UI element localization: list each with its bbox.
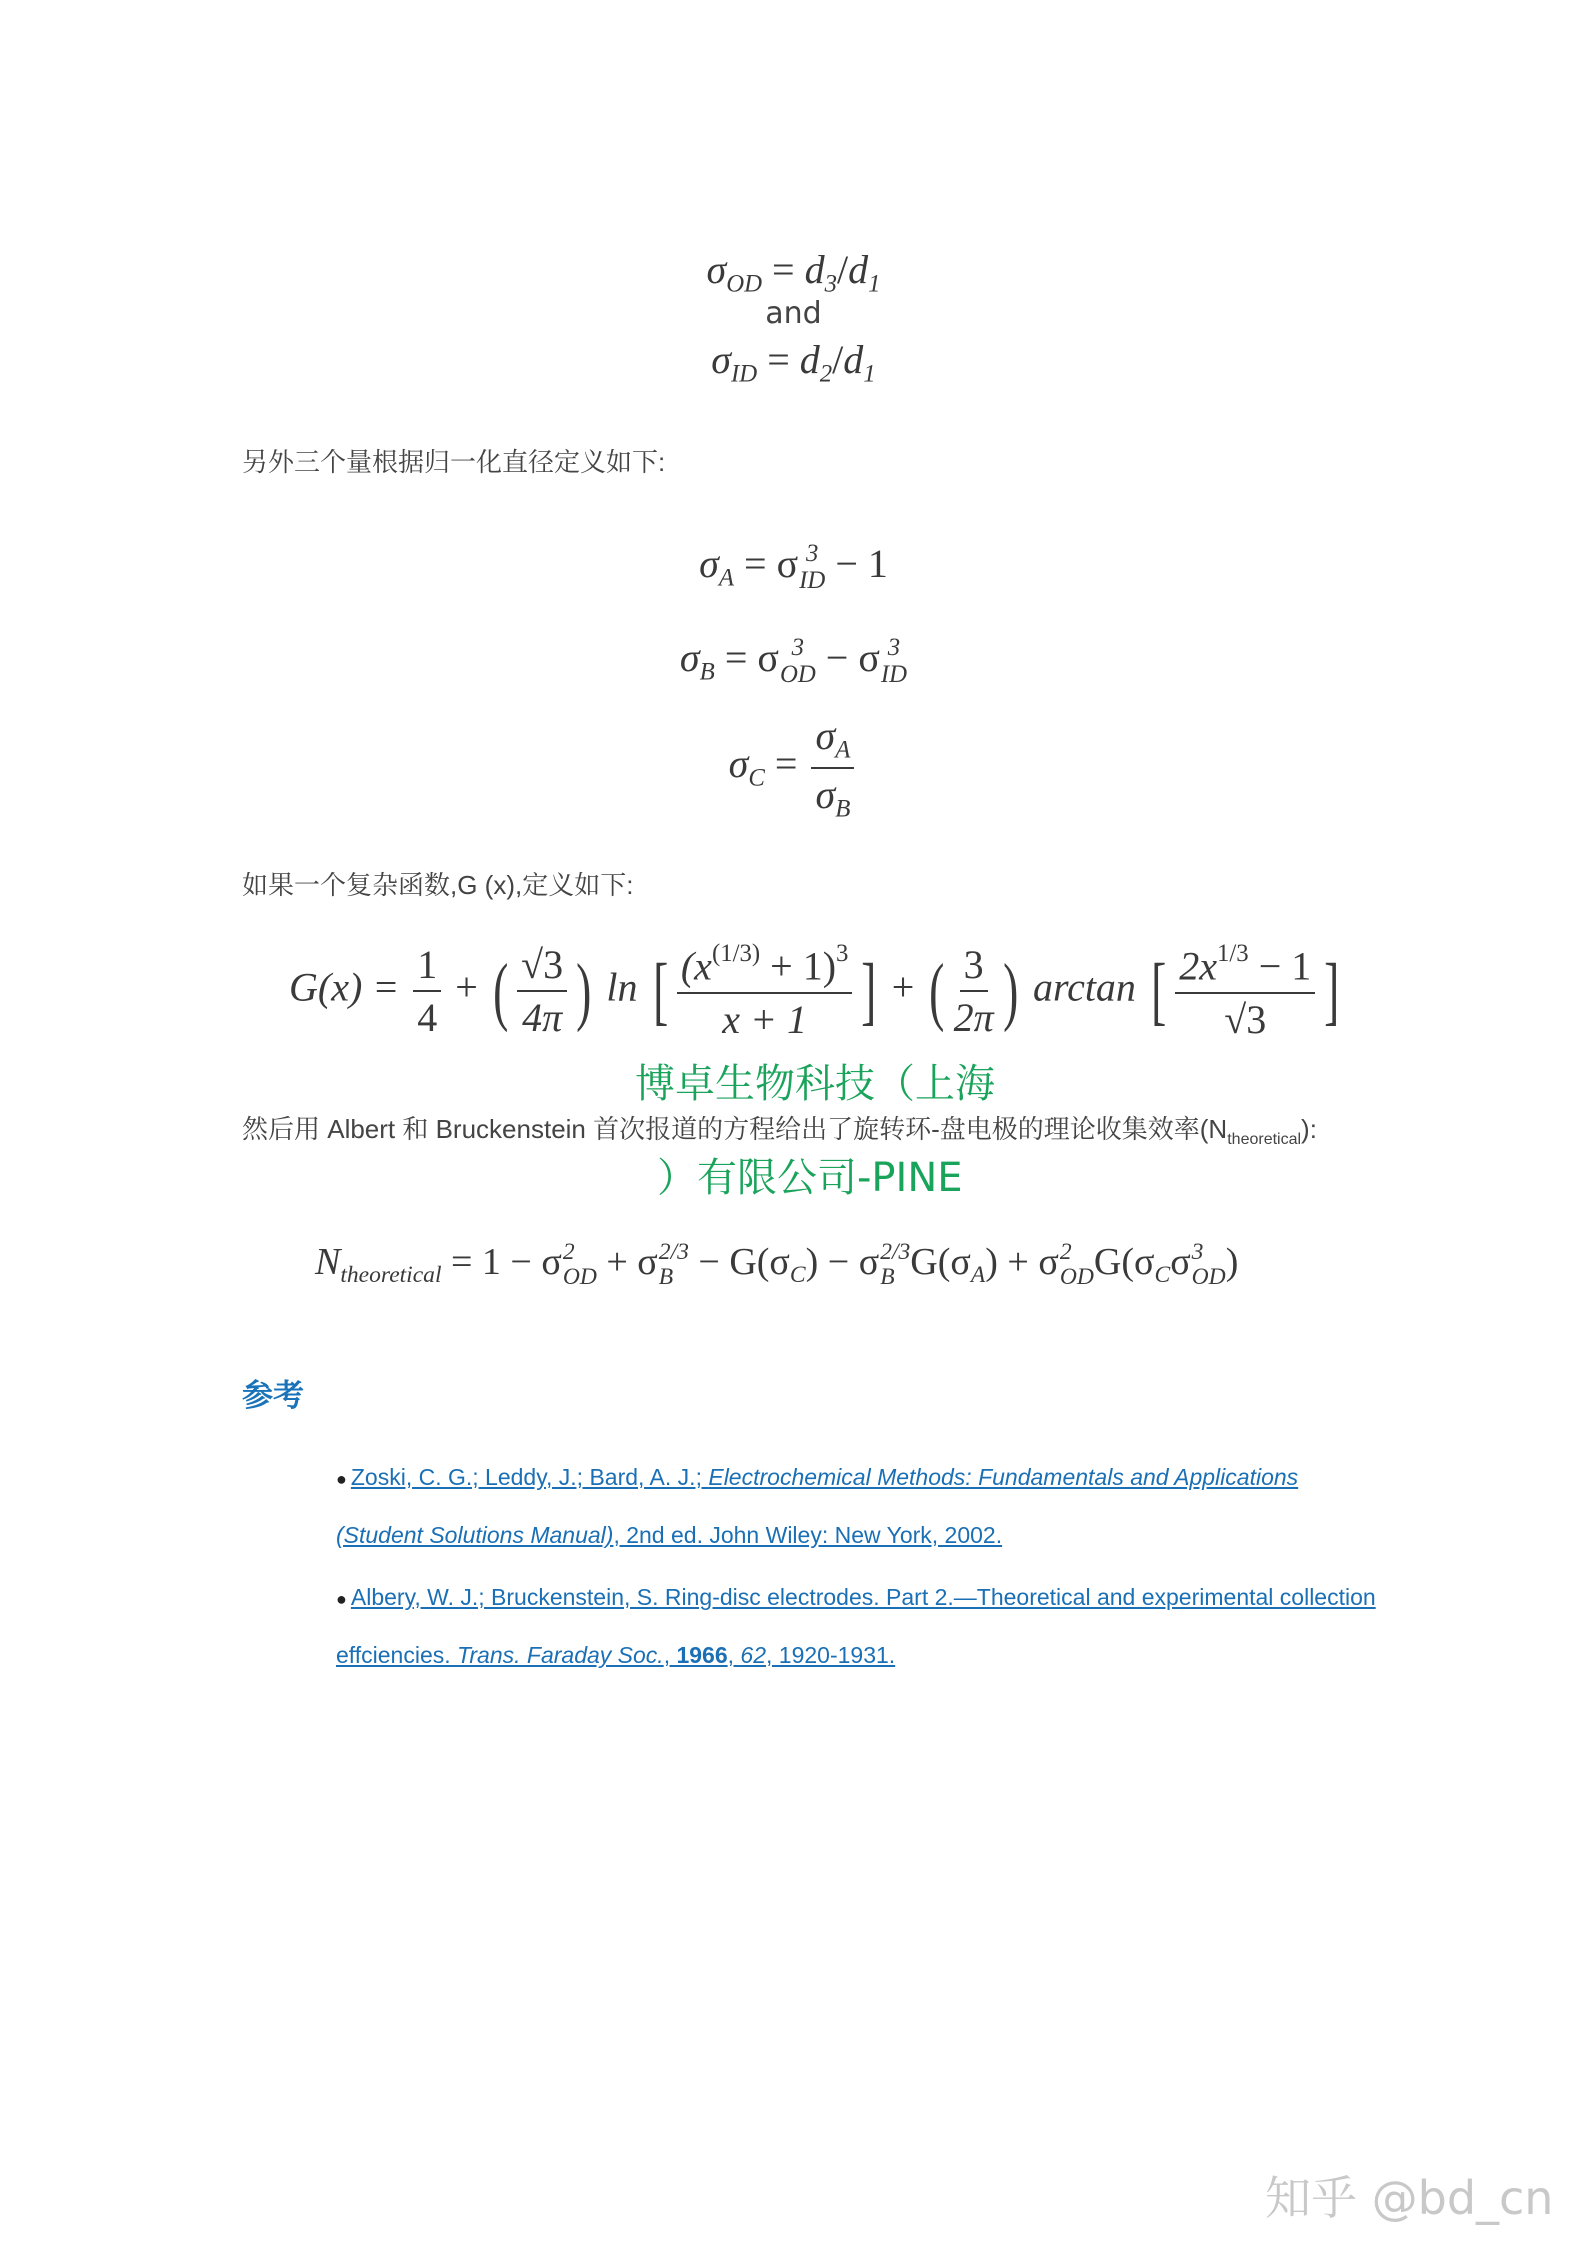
paragraph-collection-efficiency: 然后用 Albert 和 Bruckenstein 首次报道的方程给出了旋转环-盘电极的理论收集效率$(N_{theoretical})$: xyxy=(242,1114,1317,1149)
bullet-icon: ● xyxy=(336,1469,347,1489)
reference-2-line-1 xyxy=(336,1584,1376,1611)
reference-2-link-cont[interactable]: effciencies. Trans. Faraday Soc., 1966, 62, 1920-1931. xyxy=(336,1642,896,1668)
equation-g-function: G(x) = $\frac{1}{4}$ + ( $\frac{√3}{4\pi}$ ) ln [ $\frac{(x^{(1/3)} + 1)^3}{x + 1}$ ] + ( $\frac{3}{2\pi}$ ) arctan [ $\frac{2x^{1/3} - 1}{√3}$ ] xyxy=(289,940,1340,1042)
paragraph-g-function: 如果一个复杂函数,G (x),定义如下: xyxy=(242,870,634,900)
equation-sigma-od: $\sigma_{OD} = d_3/d_1$ xyxy=(706,247,881,298)
zhihu-watermark: 知乎 @bd_cn xyxy=(1265,2171,1554,2225)
equation-sigma-c: $\sigma_C$ = $\frac{\sigma_A}{\sigma_B}$ xyxy=(0,712,1587,823)
references-heading: 参考 xyxy=(242,1378,304,1413)
and-text: and xyxy=(765,296,822,331)
reference-2-link[interactable]: Albery, W. J.; Bruckenstein, S. Ring-disc electrodes. Part 2.—Theoretical and experimental collection xyxy=(350,1584,1376,1610)
paragraph-normalized-diameters: 另外三个量根据归一化直径定义如下: xyxy=(242,447,666,477)
watermark-line-1: 博卓生物科技（上海 xyxy=(635,1061,995,1107)
equation-n-theoretical: $N_{theoretical} = 1 - \sigma$ 2 OD + σ 2/3 B − $G(\sigma_C) - \sigma$ 2/3 B $G(\sigma_A) + \sigma$ 2 OD $G(\sigma_C\sigma$ 3 OD ) xyxy=(315,1238,1239,1291)
equation-sigma-id: $\sigma_{ID} = d_2/d_1$ xyxy=(711,337,876,388)
reference-1-link[interactable]: Zoski, C. G.; Leddy, J.; Bard, A. J.; Electrochemical Methods: Fundamentals and Applications xyxy=(350,1464,1299,1490)
watermark-line-2: ）有限公司-PINE xyxy=(657,1155,963,1201)
equation-sigma-b: $\sigma_B = \sigma$ 3 OD − σ 3 ID xyxy=(679,634,908,688)
equation-sigma-a: $\sigma_A = \sigma$ 3 ID − 1 xyxy=(699,540,888,594)
reference-1-line-2 xyxy=(336,1522,1002,1549)
bullet-icon: ● xyxy=(336,1589,347,1609)
reference-1-link-cont[interactable]: (Student Solutions Manual), 2nd ed. John Wiley: New York, 2002. xyxy=(336,1522,1003,1548)
reference-1-line-1 xyxy=(336,1464,1298,1491)
reference-2-line-2 xyxy=(336,1642,895,1669)
